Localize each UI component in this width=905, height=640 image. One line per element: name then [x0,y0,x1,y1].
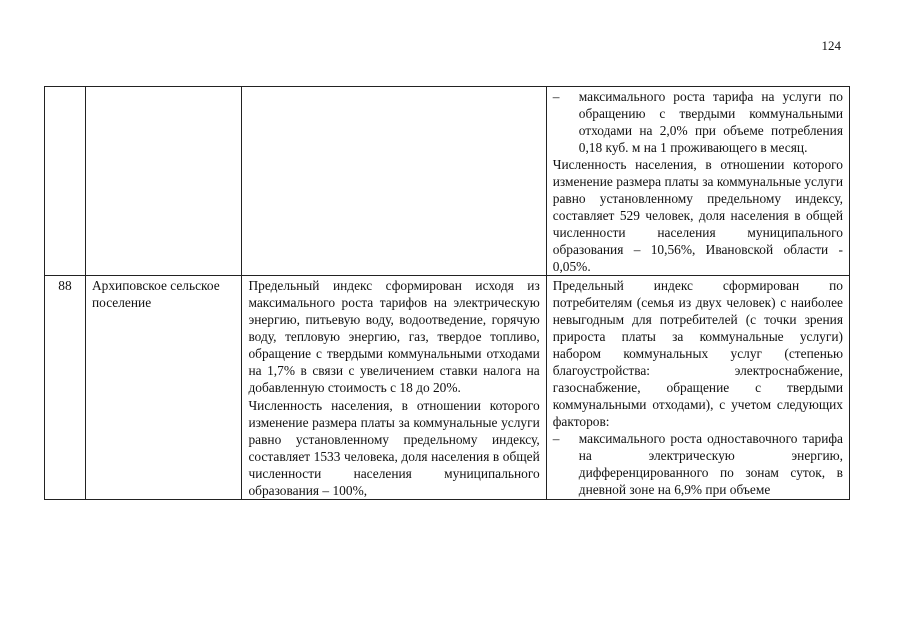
dash-marker: – [552,431,560,446]
municipality-name-cell: Архиповское сельское поселение [86,276,242,500]
indices-table [44,86,850,500]
factor-list [553,88,843,156]
index-details-paragraph: Предельный индекс сформирован по потребителям (семья из двух человек) с наиболее невыгодным для потребителей (с точки зрения прироста платы за коммунальные услуги) набором коммунальных услуг (степенью благоустройства: электроснабжение, газоснабжение, обращение с твердыми коммунальными отходами), с учетом следующих факторов: [552,278,843,429]
list-item [553,88,843,156]
index-basis-paragraph: Предельный индекс сформирован исходя из максимального роста тарифов на электрическую энергию, питьевую воду, водоотведение, горячую воду, тепловую энергию, газ, твердое топливо, обращение с твердыми коммунальными отходами на 1,7% в связи с увеличением ставки налога на добавленную стоимость с 18 до 20%. [248,278,540,395]
list-item-text: максимального роста тарифа на услуги по обращению с твердыми коммунальными отходами на 2,0% при объеме потребления 0,18 куб. м на 1 проживающего в месяц. [578,89,843,155]
population-paragraph: Численность населения, в отношении которого изменение размера платы за коммунальные услуги равно установленному предельному индексу, составляет 529 человек, доля населения в общей численности населения муниципального образования – 10,56%, Ивановской области - 0,05%. [552,157,843,274]
municipality-name-cell [86,87,242,276]
index-details-cell [546,87,849,276]
page-number: 124 [821,38,841,53]
table-row [45,276,850,500]
population-paragraph: Численность населения, в отношении которого изменение размера платы за коммунальные услуги равно установленному предельному индексу, составляет 1533 человека, доля населения в общей численности населения муниципального образования – 100%, [248,398,540,498]
dash-marker: – [552,89,560,104]
row-number-cell: 88 [45,276,86,500]
table-row [45,87,850,276]
index-basis-cell [242,87,546,276]
index-details-cell [546,276,849,500]
list-item [553,430,843,498]
factor-list [553,430,843,498]
index-basis-cell [242,276,546,500]
list-item-text: максимального роста одноставочного тарифа на электрическую энергию, дифференцированного по зонам суток, в дневной зоне на 6,9% при объеме [578,431,843,497]
row-number-cell [45,87,86,276]
